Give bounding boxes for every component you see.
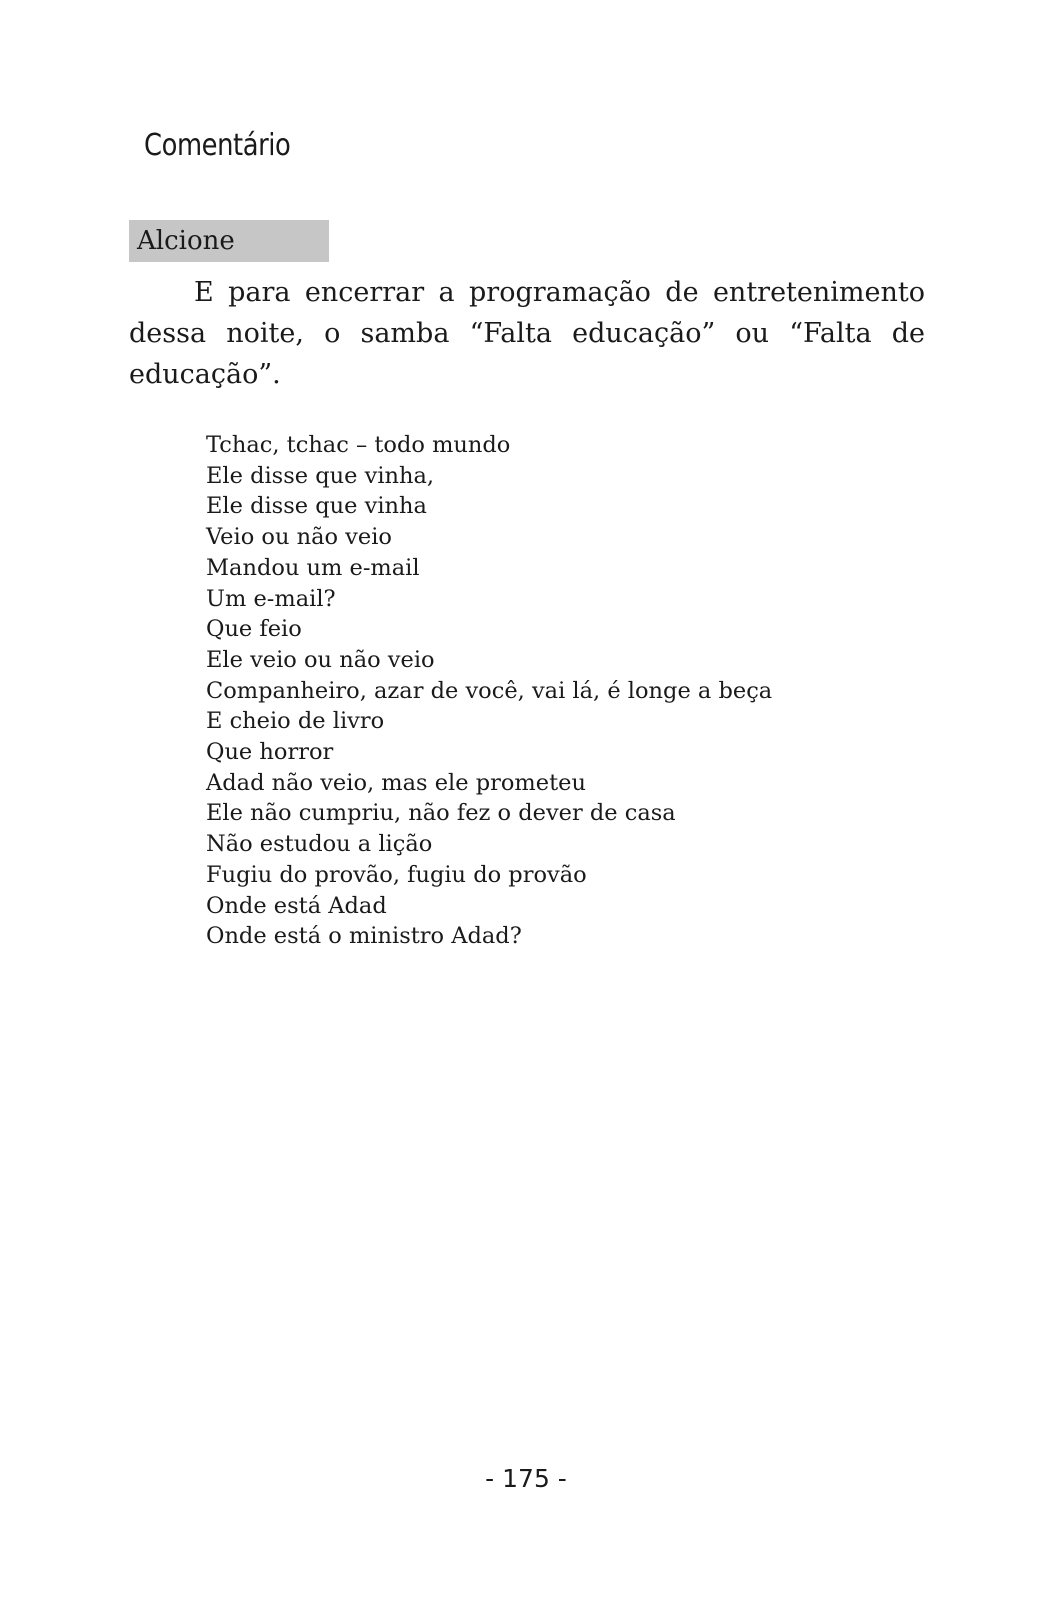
lyric-line: Veio ou não veio	[206, 524, 392, 551]
lyric-line: Adad não veio, mas ele prometeu	[206, 769, 586, 796]
speaker-label-box	[129, 220, 329, 262]
lyric-line: E cheio de livro	[206, 708, 385, 735]
intro-paragraph: E para encerrar a programação de entretenimento dessa noite, o samba “Falta educação” ou “Falta de educação”.	[129, 277, 925, 390]
lyric-line: Um e-mail?	[206, 585, 336, 612]
lyric-line: Ele não cumpriu, não fez o dever de casa	[206, 800, 676, 827]
lyric-line: Ele disse que vinha	[206, 493, 427, 520]
section-title: Comentário	[144, 128, 291, 163]
lyric-line: Ele disse que vinha,	[206, 462, 435, 489]
lyric-line: Onde está o ministro Adad?	[206, 923, 522, 950]
lyric-line: Companheiro, azar de você, vai lá, é longe a beça	[206, 677, 773, 704]
speaker-name: Alcione	[137, 226, 235, 256]
lyric-line: Não estudou a lição	[206, 831, 433, 858]
lyric-line: Ele veio ou não veio	[206, 646, 435, 673]
lyric-line: Mandou um e-mail	[206, 554, 420, 581]
lyric-line: Onde está Adad	[206, 892, 387, 919]
lyric-line: Que feio	[206, 616, 302, 643]
lyric-line: Tchac, tchac – todo mundo	[206, 432, 511, 458]
lyric-line: Que horror	[206, 739, 334, 766]
page-number: - 175 -	[485, 1464, 567, 1493]
lyric-line: Fugiu do provão, fugiu do provão	[206, 861, 587, 888]
lyrics-block	[206, 430, 772, 952]
